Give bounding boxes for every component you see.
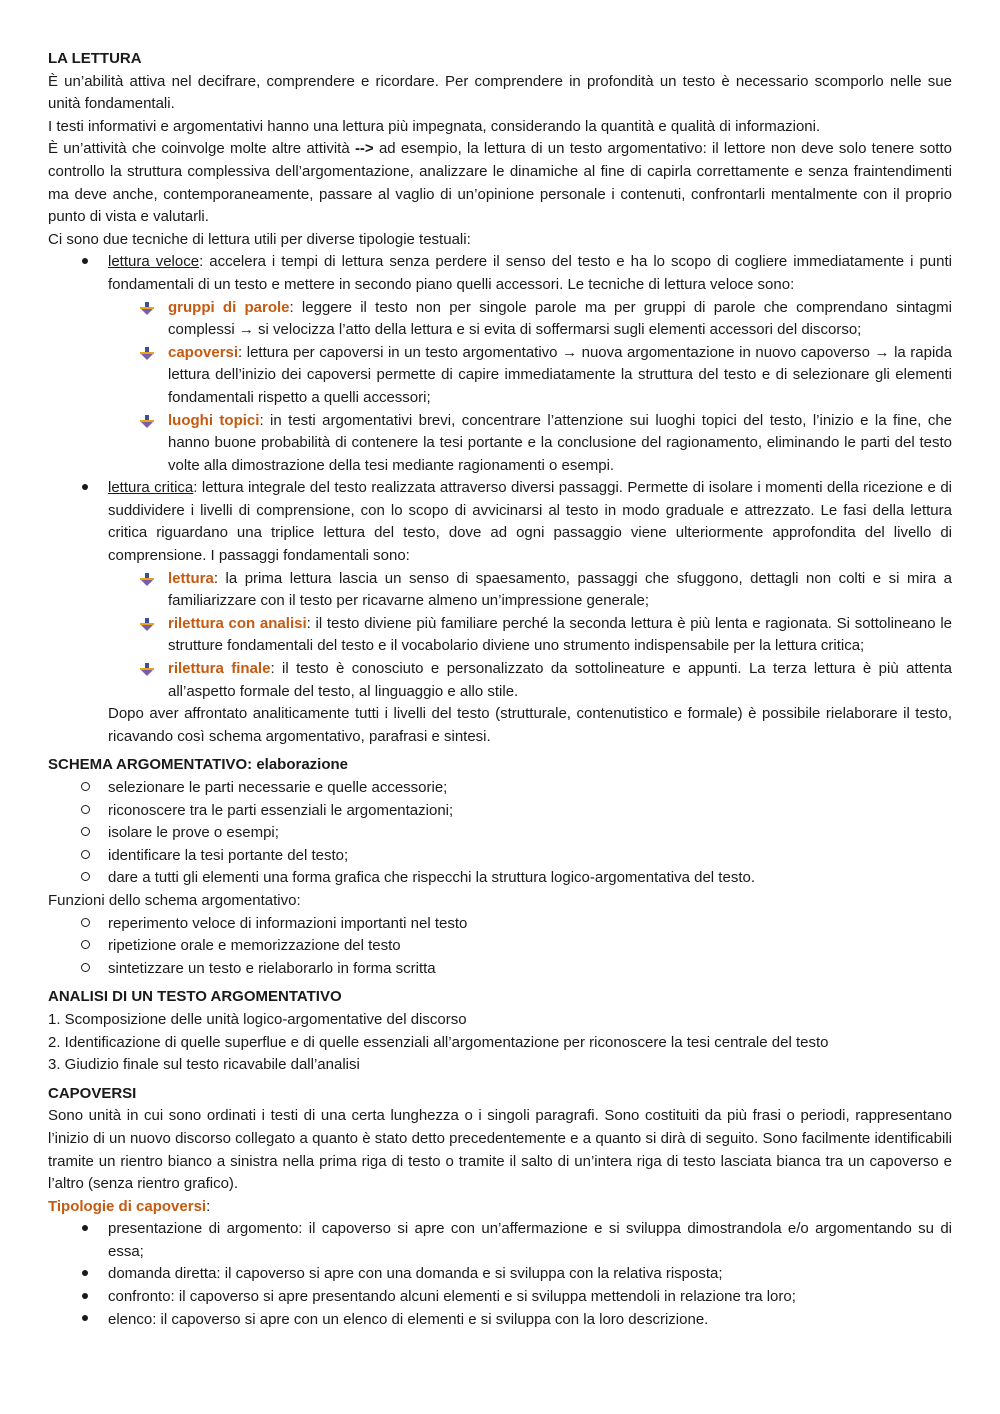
list-item: [48, 958, 952, 981]
item-text: reperimento veloce di informazioni importanti nel testo: [108, 914, 468, 932]
arrow-bullet-icon: [140, 347, 154, 361]
term: rilettura con analisi: [168, 614, 307, 632]
disc-bullet-icon: [78, 1218, 92, 1241]
item-text: : lettura per capoversi in un testo argomentativo → nuova argomentazione in nuovo capoverso → la rapida lettura dell’inizio dei capoversi permette di capire immediatamente la struttura del testo e di selezionare gli elementi fondamentali rispetto a quelli accessori;: [168, 343, 952, 406]
item-text: selezionare le parti necessarie e quelle accessorie;: [108, 779, 448, 796]
list-item: [48, 935, 952, 958]
item-text: ripetizione orale e memorizzazione del testo: [108, 937, 401, 955]
item-text: : il testo diviene più familiare perché la seconda lettura è più lenta e ragionata. Si sottolineano le strutture fondamentali del testo e il vocabolario diviene uno strumento indispensabile per la lettura critica;: [168, 614, 952, 655]
item-text: : in testi argomentativi brevi, concentrare l’attenzione sui luoghi topici del testo, l’inizio e la fine, che hanno buone probabilità di contenere la tesi portante e la conclusione del ragionamento, eliminando le parti del testo volte alla dimostrazione della tesi mediante ragionamenti o esempi.: [168, 411, 953, 474]
list-item: [48, 1309, 952, 1332]
item-text: : lettura integrale del testo realizzata attraverso diversi passaggi. Permette di isolare i momenti della ricezione e di suddividere i livelli di comprensione, con lo scopo di avvicinarsi al testo in modo graduale e attrezzato. Le fasi della lettura critica riguardano una triplice lettura del testo, dove ad ogni passaggio viene ulteriormente approfondita del livello di comprensione. I passaggi fondamentali sono:: [108, 479, 952, 565]
item-text: : il testo è conosciuto e personalizzato da sottolineature e appunti. La terza lettura è più attenta all’aspetto formale del testo, al linguaggio e allo stile.: [168, 660, 952, 700]
section-title-lettura: LA LETTURA: [48, 50, 142, 67]
list-item: [48, 1263, 952, 1286]
list-item: [48, 477, 952, 567]
text-span: :: [206, 1197, 211, 1215]
circle-bullet-icon: [78, 958, 92, 981]
item-text: domanda diretta: il capoverso si apre con una domanda e si sviluppa con la relativa risposta;: [108, 1265, 723, 1283]
paragraph: Funzioni dello schema argomentativo:: [48, 891, 301, 909]
list-item: [48, 800, 952, 823]
numbered-item: 2. Identificazione di quelle superflue e di quelle essenziali all’argomentazione per riconoscere la tesi centrale del testo: [48, 1033, 829, 1051]
item-text: : leggere il testo non per singole parole ma per gruppi di parole che comprendano sintagmi complessi → si velocizza l’atto della lettura e si evita di soffermarsi sugli elementi accessori del discorso;: [168, 298, 952, 339]
numbered-item: 1. Scomposizione delle unità logico-argomentative del discorso: [48, 1010, 467, 1028]
sub-list-item: [48, 297, 952, 342]
item-text: dare a tutti gli elementi una forma grafica che rispecchi la struttura logico-argomentativa del testo.: [108, 869, 755, 887]
term: lettura: [168, 569, 214, 587]
item-text: identificare la tesi portante del testo;: [108, 846, 349, 864]
arrow-text: -->: [354, 140, 374, 158]
arrow-bullet-icon: [140, 663, 154, 677]
term: luoghi topici: [168, 411, 260, 429]
term: gruppi di parole: [168, 298, 290, 316]
disc-bullet-icon: [78, 1263, 92, 1286]
term: lettura critica: [108, 479, 194, 497]
circle-bullet-icon: [78, 822, 92, 845]
item-text: elenco: il capoverso si apre con un elenco di elementi e si sviluppa con la loro descrizione.: [108, 1310, 709, 1328]
circle-bullet-icon: [78, 913, 92, 936]
item-text: sintetizzare un testo e rielaborarlo in forma scritta: [108, 959, 436, 977]
disc-bullet-icon: [78, 477, 92, 500]
disc-bullet-icon: [78, 251, 92, 274]
item-text: riconoscere tra le parti essenziali le argomentazioni;: [108, 801, 454, 819]
circle-bullet-icon: [78, 935, 92, 958]
text-span: È un’attività che coinvolge molte altre attività: [48, 140, 355, 158]
item-text: isolare le prove o esempi;: [108, 824, 279, 842]
paragraph: È un’abilità attiva nel decifrare, comprendere e ricordare. Per comprendere in profondità un testo è necessario scomporlo nelle sue unità fondamentali.: [48, 72, 952, 113]
paragraph: Sono unità in cui sono ordinati i testi di una certa lunghezza o i singoli paragrafi. Sono costituiti da più frasi o periodi, rappresentano l’inizio di un nuovo discorso collegato a quanto è stato detto precedentemente e a quanto si dirà di seguito. Sono facilmente identificabili tramite un rientro bianco a sinistra nella prima riga di testo o tramite il salto di un’intera riga di testo lasciata bianca tra un capoverso e l’altro (senza rientro grafico).: [48, 1107, 952, 1193]
arrow-bullet-icon: [140, 618, 154, 632]
list-item: [48, 1286, 952, 1309]
term: rilettura finale: [168, 660, 271, 678]
disc-bullet-icon: [78, 1286, 92, 1309]
item-text: presentazione di argomento: il capoverso si apre con un’affermazione e si sviluppa dimostrandola e/o argomentando su di essa;: [108, 1220, 952, 1260]
paragraph: I testi informativi e argomentativi hanno una lettura più impegnata, considerando la quantità e qualità di informazioni.: [48, 117, 821, 135]
circle-bullet-icon: [78, 777, 92, 800]
arrow-bullet-icon: [140, 302, 154, 316]
schema-list: [48, 777, 952, 890]
paragraph: [48, 138, 952, 228]
funzioni-list: [48, 913, 952, 981]
paragraph: Ci sono due tecniche di lettura utili per diverse tipologie testuali:: [48, 230, 471, 248]
paragraph: Dopo aver affrontato analiticamente tutti i livelli del testo (strutturale, contenutistico e formale) è possibile rielaborare il testo, ricavando così schema argomentativo, parafrasi e sintesi.: [108, 705, 952, 745]
arrow-bullet-icon: [140, 573, 154, 587]
list-item: [48, 867, 952, 890]
numbered-item: 3. Giudizio finale sul testo ricavabile dall’analisi: [48, 1056, 360, 1074]
list-item: [48, 822, 952, 845]
disc-bullet-icon: [78, 1309, 92, 1332]
list-item: [48, 913, 952, 936]
list-item: [48, 251, 952, 296]
item-text: : la prima lettura lascia un senso di spaesamento, passaggi che sfuggono, dettagli non colti e si mira a familiarizzare con il testo per ricavarne almeno un’impressione generale;: [168, 569, 952, 610]
circle-bullet-icon: [78, 867, 92, 890]
paragraph: [48, 1196, 952, 1219]
subheading: Tipologie di capoversi: [48, 1197, 207, 1215]
sub-list-item: [48, 410, 952, 478]
list-item: [48, 777, 952, 800]
sub-list-item: [48, 568, 952, 613]
sub-list-item: [48, 658, 952, 703]
circle-bullet-icon: [78, 800, 92, 823]
sub-list-item: [48, 613, 952, 658]
tipologie-list: [48, 1218, 952, 1331]
list-item: [48, 1218, 952, 1263]
circle-bullet-icon: [78, 845, 92, 868]
sub-list-item: [48, 342, 952, 410]
text-span: ad esempio, la lettura di un testo argomentativo: il lettore non deve solo tenere sotto controllo la struttura complessiva dell’argomentazione, analizzare le dinamiche al fine di capirla correttamente e senza fraintendimenti ma deve anche, contemporaneamente, passare al vaglio di un’opinione personale i contenuti, confrontarli mentalmente con il proprio punto di vista e valutarli.: [48, 140, 952, 226]
arrow-bullet-icon: [140, 415, 154, 429]
techniques-list: [48, 251, 952, 703]
list-item: [48, 845, 952, 868]
item-text: confronto: il capoverso si apre presentando alcuni elementi e si sviluppa mettendoli in relazione tra loro;: [108, 1288, 796, 1306]
section-title-capoversi: CAPOVERSI: [48, 1084, 137, 1102]
section-title-schema: SCHEMA ARGOMENTATIVO: elaborazione: [48, 756, 349, 774]
term: capoversi: [168, 343, 239, 361]
term: lettura veloce: [108, 253, 200, 271]
item-text: : accelera i tempi di lettura senza perdere il senso del testo e ha lo scopo di cogliere immediatamente i punti fondamentali di un testo e mettere in secondo piano quelli accessori. Le tecniche di lettura veloce sono:: [108, 253, 952, 293]
section-title-analisi: ANALISI DI UN TESTO ARGOMENTATIVO: [48, 988, 342, 1006]
